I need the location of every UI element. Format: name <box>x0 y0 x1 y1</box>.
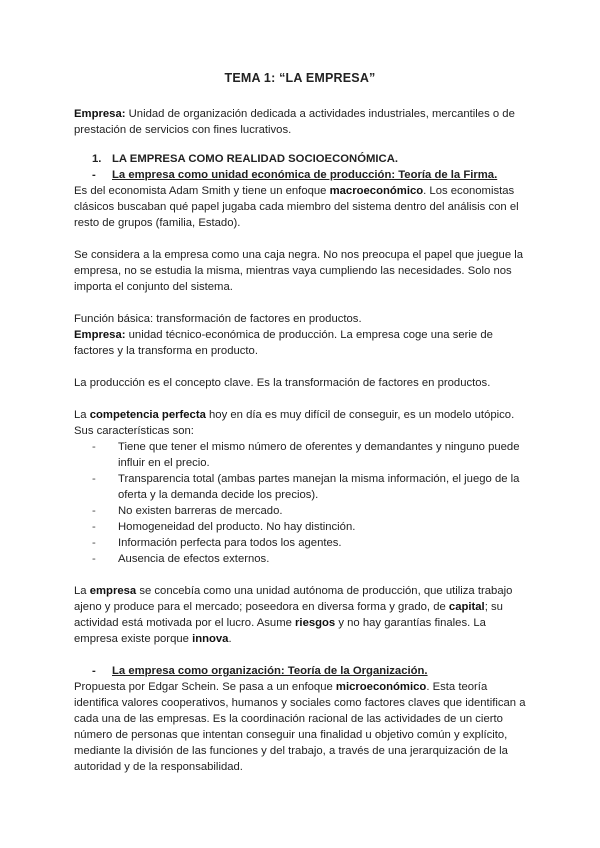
list-item: - Homogeneidad del producto. No hay distinción. <box>92 521 356 533</box>
intro-paragraph: Empresa: Unidad de organización dedicada a actividades industriales, mercantiles o de prestación de servicios con fines lucrativos. <box>74 108 515 136</box>
section-heading <box>74 151 526 167</box>
intro-term: Empresa: <box>74 108 126 120</box>
list-item: - Información perfecta para todos los agentes. <box>92 537 342 549</box>
characteristics-list <box>74 439 526 567</box>
paragraph: La competencia perfecta hoy en día es muy difícil de conseguir, es un modelo utópico. Sus características son: <box>74 409 515 437</box>
paragraph: Función básica: transformación de factores en productos. <box>74 313 362 325</box>
paragraph: Se considera a la empresa como una caja negra. No nos preocupa el papel que jueguе la empresa, no se estudia la misma, mientras vaya cumpliendo las necesidades. Solo nos importa el conjunto del sistema. <box>74 249 524 293</box>
list-item: - No existen barreras de mercado. <box>92 505 283 517</box>
paragraph: La producción es el concepto clave. Es la transformación de factores en productos. <box>74 377 491 389</box>
subsection-heading: - La empresa como organización: Teoría de la Organización. <box>92 665 428 677</box>
subsection-heading: - La empresa como unidad económica de producción: Teoría de la Firma. <box>92 169 498 181</box>
section-label: LA EMPRESA COMO REALIDAD SOCIOECONÓMICA. <box>112 153 398 165</box>
paragraph: La empresa se concebía como una unidad autónoma de producción, que utiliza trabajo ajeno y produce para el mercado; poseedora en diversa forma y grado, de capital; su actividad está motivada por el lucro. Asume riesgos y no hay garantías finales. La empresa existe porque innova. <box>74 585 513 645</box>
subsection-label: La empresa como organización: Teoría de la Organización. <box>112 665 428 677</box>
paragraph: Propuesta por Edgar Schein. Se pasa a un enfoque microeconómico. Esta teoría identifica valores cooperativos, humanos y sociales como factores claves que identifican a cada una de las empresas. Es la coordinación racional de las actividades de un cierto número de personas que intentan conseguir una finalidad u objetivo común y explícito, mediante la división de las funciones y del trabajo, a través de una jerarquización de la autoridad y de la responsabilidad. <box>74 681 526 773</box>
list-item: - Tiene que tener el mismo número de oferentes y demandantes y ninguno puede influir en el precio. <box>92 441 520 469</box>
paragraph: Es del economista Adam Smith y tiene un enfoque macroeconómico. Los economistas clásicos buscaban qué papel jugaba cada miembro del sistema dentro del análisis con el resto de grupos (familia, Estado). <box>74 185 519 229</box>
list-item: - Ausencia de efectos externos. <box>92 553 270 565</box>
page-title: TEMA 1: “LA EMPRESA” <box>224 71 376 85</box>
list-item: - Transparencia total (ambas partes manejan la misma información, el juego de la oferta y la demanda decide los precios). <box>92 473 520 501</box>
subsection-label: La empresa como unidad económica de producción: Teoría de la Firma. <box>112 169 498 181</box>
section-number: 1. <box>92 153 102 165</box>
paragraph: Empresa: unidad técnico-económica de producción. La empresa coge una serie de factores y la transforma en producto. <box>74 329 493 357</box>
